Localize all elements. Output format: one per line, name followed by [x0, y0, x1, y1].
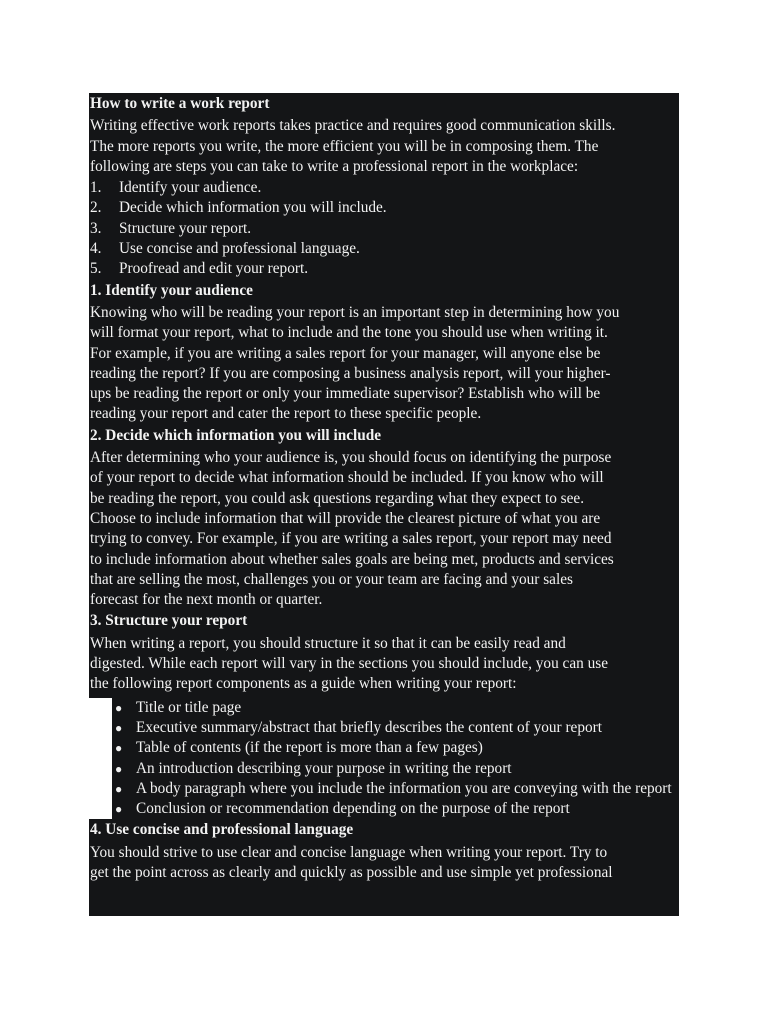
paragraph-line: ups be reading the report or only your immediate supervisor? Establish who will be — [90, 385, 601, 403]
section-heading: 1. Identify your audience — [90, 281, 253, 299]
step-item — [90, 219, 679, 239]
bullet-icon: ● — [115, 720, 123, 735]
steps-list — [90, 178, 679, 279]
bullet-text: Table of contents (if the report is more than a few pages) — [136, 739, 483, 757]
step-text: Decide which information you will include. — [119, 199, 387, 217]
paragraph-line: will format your report, what to include and the tone you should use when writing it. — [90, 324, 608, 342]
paragraph-line: be reading the report, you could ask questions regarding what they expect to see. — [90, 489, 585, 507]
bullet-text: Executive summary/abstract that briefly describes the content of your report — [136, 718, 602, 736]
paragraph-line: Knowing who will be reading your report is an important step in determining how you — [90, 303, 620, 321]
step-text: Structure your report. — [119, 219, 252, 237]
bullet-icon: ● — [115, 781, 123, 796]
section-heading: 4. Use concise and professional language — [90, 821, 354, 839]
intro-line: Writing effective work reports takes practice and requires good communication skills. — [90, 117, 616, 135]
bullet-icon: ● — [115, 700, 123, 715]
paragraph-line: the following report components as a guide when writing your report: — [90, 675, 517, 693]
section-paragraph — [90, 843, 679, 884]
bullet-text: An introduction describing your purpose in writing the report — [136, 759, 512, 777]
bullet-item — [90, 738, 679, 758]
paragraph-line: reading the report? If you are composing a business analysis report, will your higher- — [90, 364, 611, 382]
paragraph-line: Choose to include information that will provide the clearest picture of what you are — [90, 509, 601, 527]
paragraph-line: When writing a report, you should structure it so that it can be easily read and — [90, 634, 566, 652]
bullet-item — [90, 799, 679, 819]
bullet-icon: ● — [115, 802, 123, 817]
bullet-item — [90, 779, 679, 799]
step-text: Identify your audience. — [119, 179, 262, 197]
bullet-item — [90, 759, 679, 779]
bullet-text: A body paragraph where you include the information you are conveying with the report — [136, 779, 672, 797]
step-item — [90, 198, 679, 218]
document-title: How to write a work report — [90, 95, 270, 112]
intro-line: following are steps you can take to write a professional report in the workplace: — [90, 157, 579, 175]
step-number: 4. — [90, 240, 102, 258]
step-item — [90, 239, 679, 259]
intro-line: The more reports you write, the more efficient you will be in composing them. The — [90, 137, 599, 155]
step-number: 2. — [90, 199, 102, 217]
paragraph-line: get the point across as clearly and quickly as possible and use simple yet professional — [90, 863, 613, 881]
document-body — [89, 93, 679, 916]
intro-paragraph — [90, 116, 679, 177]
paragraph-line: to include information about whether sales goals are being met, products and services — [90, 550, 614, 568]
section-heading: 2. Decide which information you will include — [90, 426, 382, 444]
bullet-icon: ● — [115, 741, 123, 756]
paragraph-line: After determining who your audience is, you should focus on identifying the purpose — [90, 449, 612, 467]
step-text: Use concise and professional language. — [119, 240, 360, 258]
paragraph-line: reading your report and cater the report to these specific people. — [90, 405, 482, 423]
paragraph-line: forecast for the next month or quarter. — [90, 591, 323, 609]
step-number: 1. — [90, 179, 102, 197]
step-text: Proofread and edit your report. — [119, 260, 309, 278]
section-paragraph — [90, 303, 679, 425]
bullet-icon: ● — [115, 761, 123, 776]
section-heading: 3. Structure your report — [90, 612, 248, 630]
section-paragraph — [90, 448, 679, 610]
paragraph-line: For example, if you are writing a sales report for your manager, will anyone else be — [90, 344, 601, 362]
section-paragraph — [90, 634, 679, 695]
paragraph-line: digested. While each report will vary in the sections you should include, you can use — [90, 655, 608, 673]
bullet-item — [90, 698, 679, 718]
bullet-text: Title or title page — [136, 698, 242, 716]
bullet-text: Conclusion or recommendation depending on the purpose of the report — [136, 800, 570, 818]
step-number: 5. — [90, 260, 102, 278]
bullet-list-container — [90, 698, 679, 820]
step-item — [90, 178, 679, 198]
bullet-list — [90, 698, 679, 820]
paragraph-line: trying to convey. For example, if you are writing a sales report, your report may need — [90, 530, 612, 548]
paragraph-line: of your report to decide what information should be included. If you know who will — [90, 469, 604, 487]
paragraph-line: You should strive to use clear and concise language when writing your report. Try to — [90, 843, 608, 861]
step-number: 3. — [90, 219, 102, 237]
bullet-item — [90, 718, 679, 738]
step-item — [90, 259, 679, 279]
paragraph-line: that are selling the most, challenges you or your team are facing and your sales — [90, 570, 573, 588]
